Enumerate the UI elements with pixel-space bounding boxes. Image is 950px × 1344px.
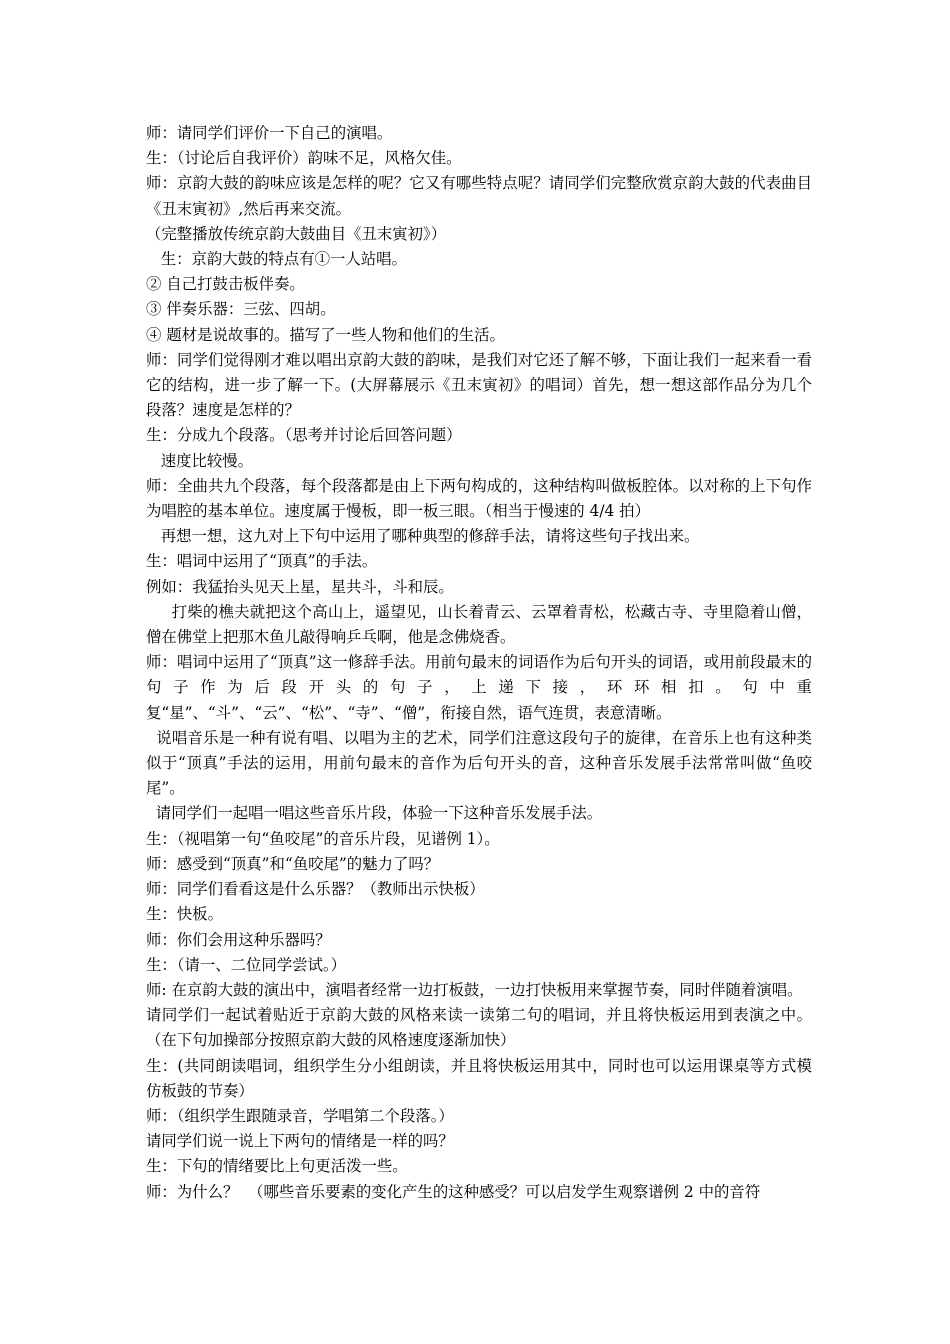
paragraph: 请同学们说一说上下两句的情绪是一样的吗？ (146, 1132, 454, 1151)
paragraph: 师：全曲共九个段落，每个段落都是由上下两句构成的，这种结构叫做板腔体。以对称的上下句作为唱腔的基本单位。速度属于慢板，即一板三眼。（相当于慢速的 4/4 拍） (146, 476, 812, 521)
paragraph: 生：京韵大鼓的特点有①一人站唱。 (146, 250, 407, 269)
paragraph: ③ 伴奏乐器：三弦、四胡。 (146, 300, 336, 319)
paragraph: 再想一想，这九对上下句中运用了哪种典型的修辞手法，请将这些句子找出来。 (146, 527, 700, 546)
paragraph: 师：同学们看看这是什么乐器？（教师出示快板） (146, 880, 485, 899)
paragraph: 师：唱词中运用了“顶真”这一修辞手法。用前句最末的词语作为后句开头的词语，或用前段最末的句子作为后段开头的句子，上递下接，环环相扣。句中重复“星”、“斗”、“云”、“松”、“寺”、“僧”，衔接自然，语气连贯，表意清晰。 (146, 653, 812, 722)
paragraph: 生：唱词中运用了“顶真”的手法。 (146, 552, 378, 571)
paragraph: （完整播放传统京韵大鼓曲目《丑末寅初》） (146, 224, 447, 243)
paragraph: 生：分成九个段落。（思考并讨论后回答问题） (146, 426, 462, 445)
paragraph: 生：下句的情绪要比上句更活泼一些。 (146, 1157, 408, 1176)
paragraph: 生：（视唱第一句“鱼咬尾”的音乐片段，见谱例 1）。 (146, 829, 500, 848)
paragraph: 生：（讨论后自我评价）韵味不足，风格欠佳。 (146, 149, 462, 168)
paragraph: 师：京韵大鼓的韵味应该是怎样的呢？它又有哪些特点呢？请同学们完整欣赏京韵大鼓的代表曲目《丑末寅初》,然后再来交流。 (146, 174, 812, 218)
paragraph: 请同学们一起唱一唱这些音乐片段，体验一下这种音乐发展手法。 (146, 804, 603, 823)
document-body (146, 121, 812, 1205)
paragraph: 师：你们会用这种乐器吗？ (146, 930, 331, 949)
paragraph: 师: 在京韵大鼓的演出中，演唱者经常一边打板鼓，一边打快板用来掌握节奏，同时伴随着演唱。 (146, 980, 803, 999)
paragraph: 例如：我猛抬头见天上星，星共斗，斗和辰。 (146, 577, 454, 596)
paragraph: 师：（组织学生跟随录音，学唱第二个段落。） (146, 1106, 454, 1125)
paragraph: 师：同学们觉得刚才难以唱出京韵大鼓的韵味，是我们对它还了解不够，下面让我们一起来看一看它的结构，进一步了解一下。(大屏幕展示《丑末寅初》的唱词）首先，想一想这部作品分为几个段落？速度是怎样的？ (146, 350, 812, 420)
paragraph: 生：（请一、二位同学尝试。） (146, 955, 347, 974)
paragraph: 生：(共同朗读唱词，组织学生分小组朗读，并且将快板运用其中，同时也可以运用课桌等方式模仿板鼓的节奏） (146, 1056, 812, 1100)
paragraph: 打柴的樵夫就把这个高山上，遥望见，山长着青云、云罩着青松，松藏古寺、寺里隐着山僧，僧在佛堂上把那木鱼儿敲得响乒乓啊，他是念佛烧香。 (146, 602, 812, 647)
paragraph: 生：快板。 (146, 905, 223, 924)
paragraph: 请同学们一起试着贴近于京韵大鼓的风格来读一读第二句的唱词，并且将快板运用到表演之中。（在下句加操部分按照京韵大鼓的风格速度逐渐加快） (146, 1006, 812, 1050)
paragraph: ② 自己打鼓击板伴奏。 (146, 275, 305, 294)
paragraph: 师：为什么？ （哪些音乐要素的变化产生的这种感受？可以启发学生观察谱例 2 中的音符 (146, 1182, 761, 1201)
paragraph: 速度比较慢。 (146, 451, 254, 470)
paragraph: 师：感受到“顶真”和“鱼咬尾”的魅力了吗？ (146, 854, 440, 873)
paragraph: ④ 题材是说故事的。描写了一些人物和他们的生活。 (146, 325, 505, 344)
paragraph: 师：请同学们评价一下自己的演唱。 (146, 124, 393, 142)
paragraph: 说唱音乐是一种有说有唱、以唱为主的艺术，同学们注意这段句子的旋律，在音乐上也有这种类似于“顶真”手法的运用，用前句最末的音作为后句开头的音，这种音乐发展手法常常叫做“鱼咬尾”。 (146, 728, 812, 798)
